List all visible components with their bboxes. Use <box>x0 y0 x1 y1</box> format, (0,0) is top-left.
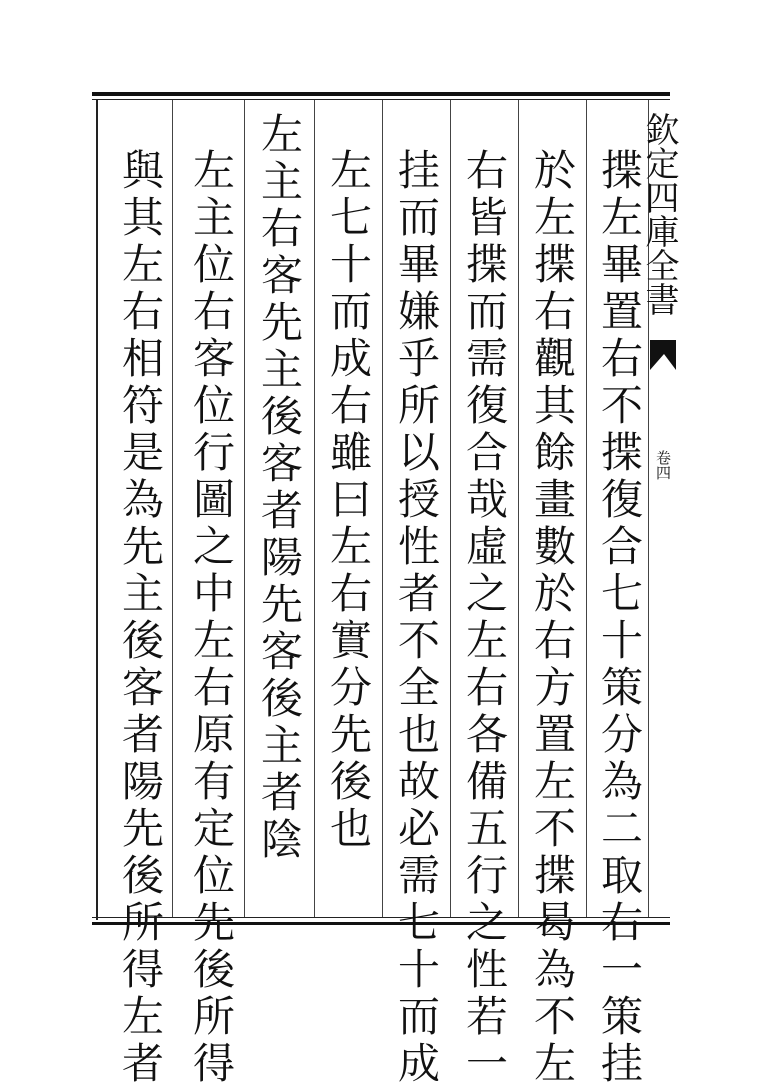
top-border-thin-rule <box>92 99 670 100</box>
margin-book-title: 欽定四庫全書 <box>639 112 679 316</box>
left-border-rule <box>96 100 98 920</box>
bottom-border-rule <box>92 922 670 925</box>
column-divider <box>382 100 383 917</box>
text-column: 左主右客先主後客者陽先客後主者陰 <box>255 112 304 864</box>
text-column: 挂而畢嫌乎所以授性者不全也故必需七十而成 <box>392 148 441 1088</box>
text-column: 與其左右相符是為先主後客者陽先後所得左者 <box>116 148 165 1088</box>
column-divider <box>172 100 173 917</box>
column-divider <box>586 100 587 917</box>
column-divider <box>518 100 519 917</box>
column-divider <box>314 100 315 917</box>
column-divider <box>450 100 451 917</box>
text-column: 左七十而成右雖曰左右實分先後也 <box>324 148 373 853</box>
top-border-rule <box>92 92 670 96</box>
column-divider <box>244 100 245 917</box>
text-column: 於左揲右觀其餘畫數於右方置左不揲曷為不左 <box>528 148 577 1088</box>
text-column: 右皆揲而需復合哉虛之左右各備五行之性若一 <box>460 148 509 1088</box>
text-column: 左主位右客位行圖之中左右原有定位先後所得 <box>187 148 236 1088</box>
margin-volume-label: 卷四 <box>654 450 672 480</box>
text-column: 揲左畢置右不揲復合七十策分為二取右一策挂 <box>595 148 644 1088</box>
fish-tail-mark-icon <box>650 340 676 370</box>
bottom-border-thin-rule <box>92 917 670 918</box>
